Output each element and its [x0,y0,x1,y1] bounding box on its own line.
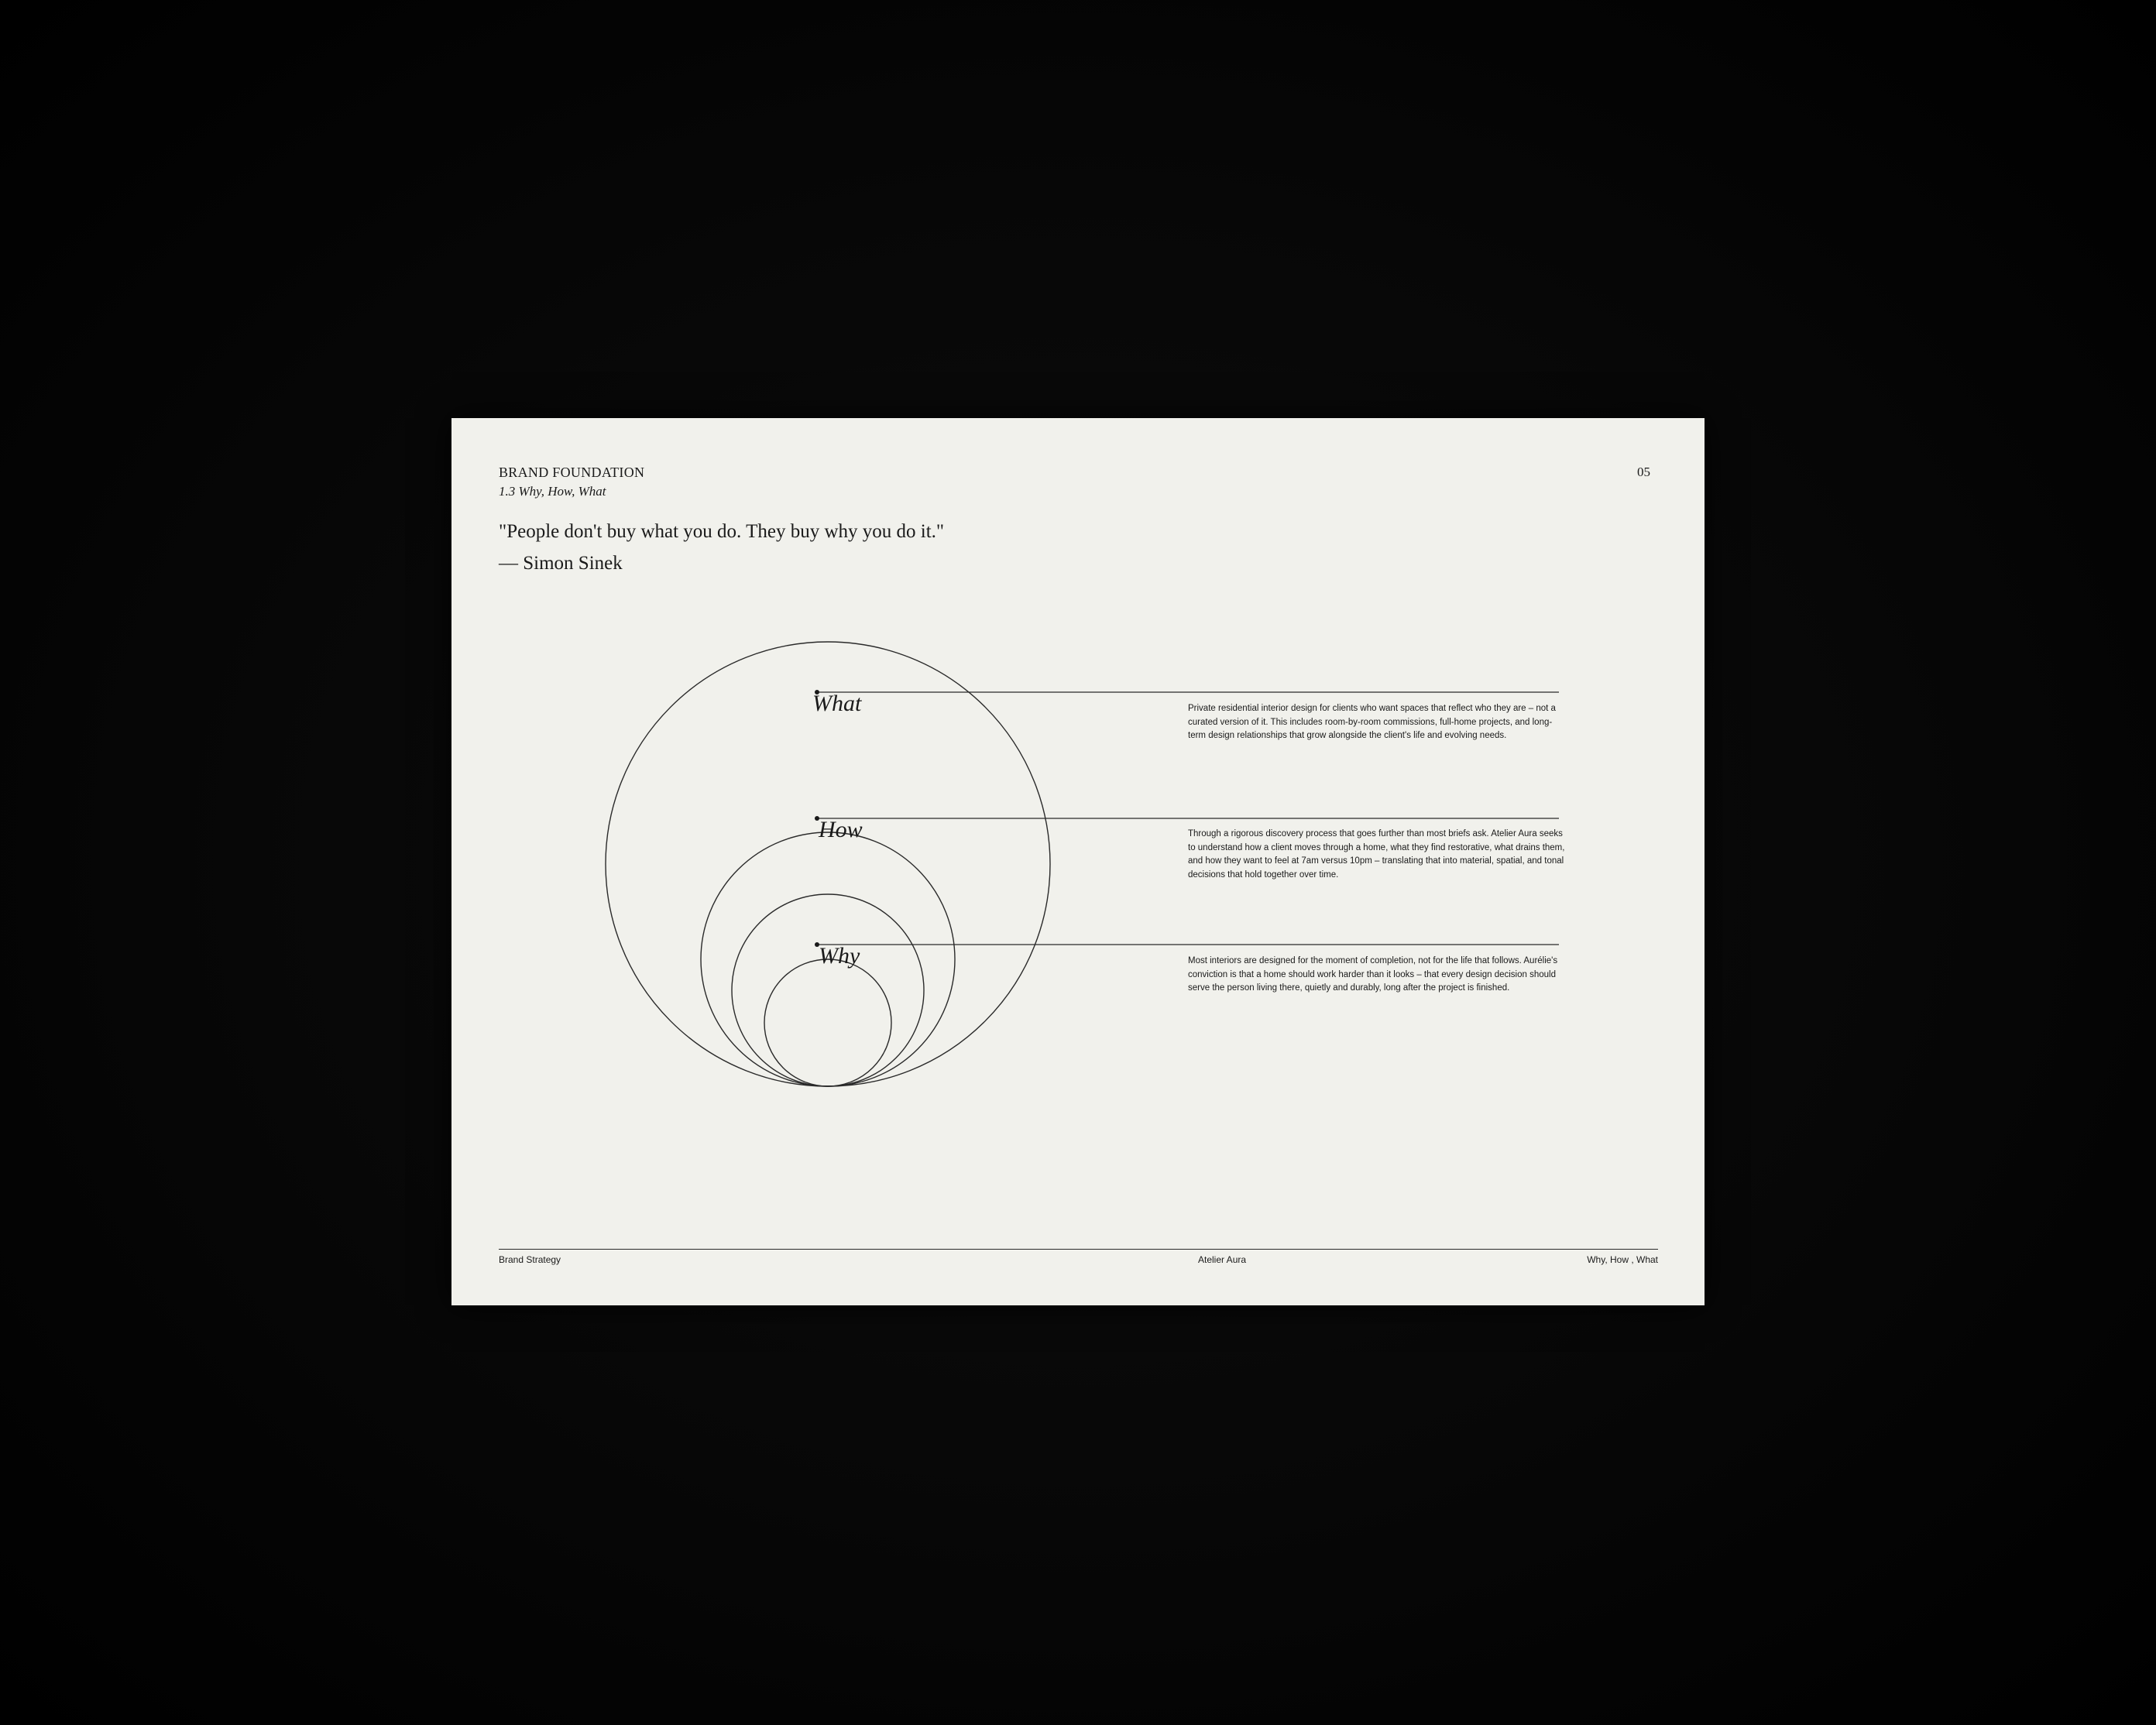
footer-center-label: Atelier Aura [1198,1254,1247,1265]
why-ring [764,959,891,1086]
why-description: Most interiors are designed for the moment of completion, not for the life that follows. Aurélie's conviction is that a home should work harder than it looks – that every design decision should serve the person living there, quietly and durably, long after the project is finished. [1188,956,1558,993]
footer-divider [499,1249,1658,1250]
how-label: How [819,817,863,842]
footer-right-label: Why, How , What [1587,1254,1658,1265]
how-description: Through a rigorous discovery process that goes further than most briefs ask. Atelier Aura seeks to understand how a client moves through a home, what they find restorative, what drains them, and how they want to feel at 7am versus 10pm – translating that into material, spatial, and tonal decisions that hold together over time. [1188,829,1565,880]
quote-attribution: — Simon Sinek [499,553,623,574]
what-description: Private residential interior design for clients who want spaces that reflect who they are – not a curated version of it. This includes room-by-room commissions, full-home projects, and long-term design relationships that grow alongside the client's life and evolving needs. [1188,704,1556,740]
why-label: Why [819,943,860,969]
section-title: BRAND FOUNDATION [499,465,645,480]
footer-left-label: Brand Strategy [499,1254,561,1265]
why-ring-outer [732,894,924,1086]
section-subtitle: 1.3 Why, How, What [499,484,606,499]
what-label: What [812,691,862,716]
page-number: 05 [1637,465,1650,479]
document-page [451,418,1705,1305]
quote-text: "People don't buy what you do. They buy why you do it." [499,521,945,542]
